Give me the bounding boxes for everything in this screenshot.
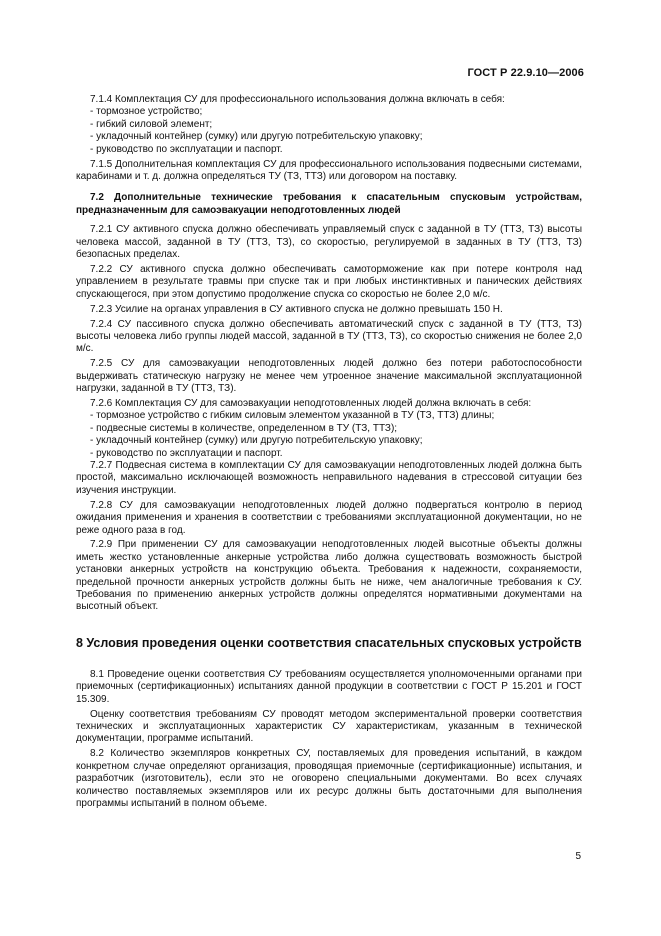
clause-7-2-6: 7.2.6 Комплектация СУ для самоэвакуации неподготовленных людей должна включать в себя: (90, 397, 532, 409)
clause-7-1-5: 7.1.5 Дополнительная комплектация СУ для профессионального использования подвесными системами, карабинами и т. д. должна определяться ТУ (ТЗ, ТТЗ) или договором на поставку. (76, 158, 582, 182)
clause-7-2-2: 7.2.2 СУ активного спуска должно обеспечивать самоторможение как при потере контроля над управлением в результате травмы при спуске так и при любых инстинктивных и панических действиях спускающегося, при этом допустимо продолжение спуска со скоростью не более 2,0 м/с. (76, 263, 582, 300)
clause-8-1-paragraph: Оценку соответствия требованиям СУ проводят методом экспериментальной проверки соответствия технических и эксплуатационных характеристик СУ характеристикам, указанным в технической документации, программе испытаний. (76, 708, 582, 745)
list-item: - гибкий силовой элемент; (90, 118, 213, 130)
section-heading-7-2: 7.2 Дополнительные технические требования к спасательным спусковым устройствам, предназначенным для самоэвакуации неподготовленных людей (76, 192, 582, 216)
clause-8-1: 8.1 Проведение оценки соответствия СУ требованиям осуществляется уполномоченными органами при приемочных (сертификационных) испытаниях данной продукции в соответствии с ГОСТ Р 15.201 и ГОСТ 15.309. (76, 668, 582, 705)
list-item: - укладочный контейнер (сумку) или другую потребительскую упаковку; (90, 435, 423, 447)
list-item: - руководство по эксплуатации и паспорт. (90, 143, 283, 155)
section-heading-8: 8 Условия проведения оценки соответствия спасательных спусковых устройств (76, 635, 582, 650)
clause-7-2-3: 7.2.3 Усилие на органах управления в СУ активного спуска не должно превышать 150 Н. (90, 303, 503, 315)
clause-7-2-8: 7.2.8 СУ для самоэвакуации неподготовленных людей должно подвергаться контролю в период ожидания применения и хранения в соответствии с требованиями эксплуатационной документации, но не реже одного раза в год. (76, 499, 582, 536)
clause-7-2-1: 7.2.1 СУ активного спуска должно обеспечивать управляемый спуск с заданной в ТУ (ТТЗ, ТЗ) высоты человека массой, заданной в ТУ (ТТЗ, ТЗ), со скоростью, регулируемой в заданных в ТУ (ТТЗ, ТЗ) безопасных пределах. (76, 224, 582, 260)
list-item: - руководство по эксплуатации и паспорт. (90, 447, 283, 459)
list-item: - тормозное устройство с гибким силовым элементом указанной в ТУ (ТЗ, ТТЗ) длины; (90, 410, 495, 422)
document-header: ГОСТ Р 22.9.10—2006 (467, 67, 584, 79)
page-number: 5 (575, 851, 581, 862)
document-body (76, 94, 582, 810)
clause-7-2-9: 7.2.9 При применении СУ для самоэвакуации неподготовленных людей высотные объекты должны иметь жестко установленные анкерные устройства либо должна существовать возможность быстрой установки анкерных устройств на конструкцию объекта. Требования к надежности, сохраняемости, предельной прочности анкерных устройств должны быть не ниже, чем аналогичные требования к СУ. Требования по применению анкерных устройств должны определятся нормативными документами на высотный объект. (76, 539, 582, 613)
list-item: - укладочный контейнер (сумку) или другую потребительскую упаковку; (90, 131, 423, 143)
clause-7-2-4: 7.2.4 СУ пассивного спуска должно обеспечивать автоматический спуск с заданной в ТУ (ТТЗ, ТЗ) высоты человека либо группы людей массой, заданной в ТУ (ТТЗ, ТЗ), со скоростью снижения не более 2,0 м/с. (76, 318, 582, 355)
list-item: - подвесные системы в количестве, определенном в ТУ (ТЗ, ТТЗ); (90, 422, 398, 434)
clause-8-2: 8.2 Количество экземпляров конкретных СУ, поставляемых для проведения испытаний, в каждом конкретном случае определяют организация, проводящая приемочные (сертификационные) испытания, и разработчик (изготовитель), если это не оговорено специальными документами. Во всех случаях количество поставляемых экземпляров или их ресурс должны быть достаточными для выполнения программы испытаний в полном объеме. (76, 748, 582, 809)
clause-7-2-7: 7.2.7 Подвесная система в комплектации СУ для самоэвакуации неподготовленных людей должна быть простой, максимально исключающей возможность неправильного надевания в стрессовой ситуации без изучения инструкции. (76, 459, 582, 496)
list-item: - тормозное устройство; (90, 106, 203, 118)
clause-7-2-5: 7.2.5 СУ для самоэвакуации неподготовленных людей должно без потери работоспособности выдерживать статическую нагрузку не менее чем утроенное значение максимальной эксплуатационной нагрузки, заданной в ТУ (ТТЗ, ТЗ). (76, 358, 582, 395)
clause-7-1-4: 7.1.4 Комплектация СУ для профессионального использования должна включать в себя: (90, 94, 505, 105)
